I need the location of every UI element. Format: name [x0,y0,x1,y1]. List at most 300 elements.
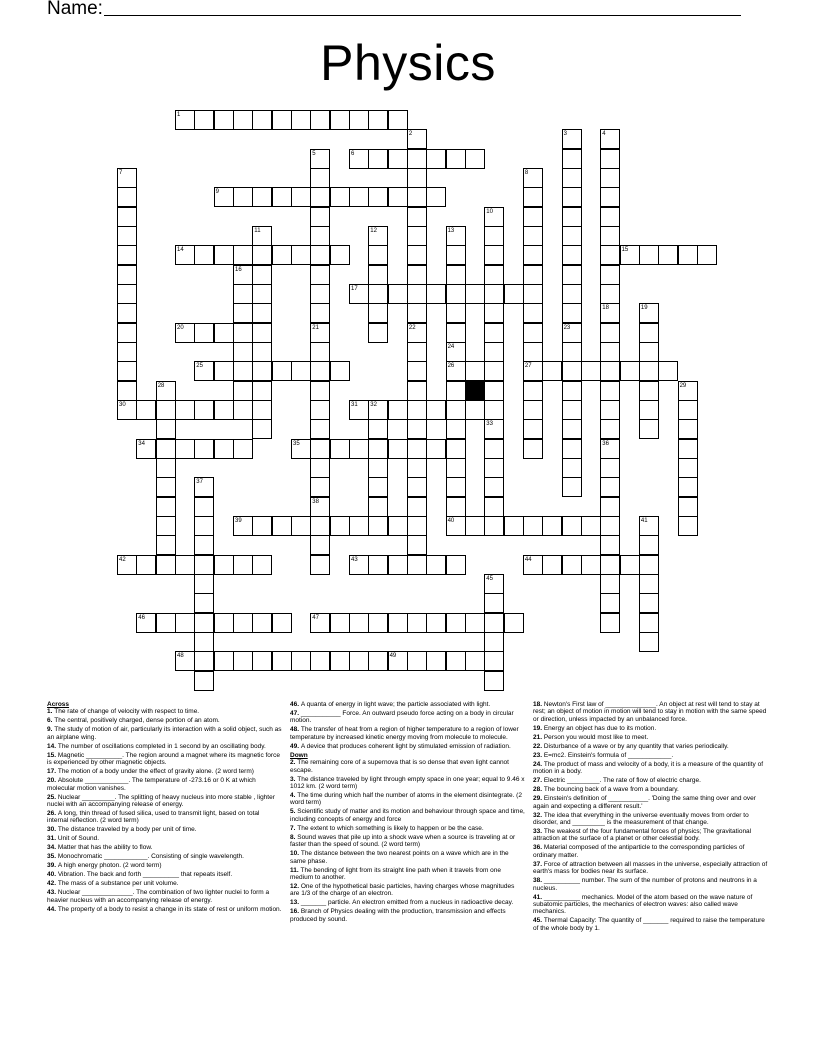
grid-cell[interactable] [194,110,214,130]
grid-cell[interactable] [446,400,466,420]
grid-cell[interactable] [658,361,678,381]
grid-cell[interactable] [407,439,427,459]
grid-cell[interactable] [368,400,388,420]
grid-cell[interactable] [562,187,582,207]
grid-cell[interactable] [484,381,504,401]
grid-cell[interactable] [407,129,427,149]
grid-cell[interactable] [368,477,388,497]
grid-cell[interactable] [272,187,292,207]
grid-cell[interactable] [484,458,504,478]
grid-cell[interactable] [291,651,311,671]
grid-cell[interactable] [484,245,504,265]
grid-cell[interactable] [523,419,543,439]
grid-cell[interactable] [678,497,698,517]
grid-cell[interactable] [562,439,582,459]
grid-cell[interactable] [678,477,698,497]
grid-cell[interactable] [388,110,408,130]
grid-cell[interactable] [484,342,504,362]
grid-cell[interactable] [446,245,466,265]
grid-cell[interactable] [446,555,466,575]
grid-cell[interactable] [446,419,466,439]
grid-cell[interactable] [523,361,543,381]
grid-cell[interactable] [368,651,388,671]
grid-cell[interactable] [368,516,388,536]
grid-cell[interactable] [194,439,214,459]
grid-cell[interactable] [156,477,176,497]
grid-cell[interactable] [194,400,214,420]
grid-cell[interactable] [562,149,582,169]
grid-cell[interactable] [310,303,330,323]
grid-cell[interactable] [562,400,582,420]
grid-cell[interactable] [523,555,543,575]
grid-cell[interactable] [697,245,717,265]
grid-cell[interactable] [117,381,137,401]
grid-cell[interactable] [639,303,659,323]
grid-cell[interactable] [368,226,388,246]
grid-cell[interactable] [446,226,466,246]
grid-cell[interactable] [600,400,620,420]
grid-cell[interactable] [252,110,272,130]
grid-cell[interactable] [600,129,620,149]
grid-cell[interactable] [233,400,253,420]
grid-cell[interactable] [407,535,427,555]
grid-cell[interactable] [156,419,176,439]
grid-cell[interactable] [562,458,582,478]
grid-cell[interactable] [194,574,214,594]
grid-cell[interactable] [272,613,292,633]
grid-cell[interactable] [117,400,137,420]
grid-cell[interactable] [465,651,485,671]
grid-cell[interactable] [330,516,350,536]
grid-cell[interactable] [407,265,427,285]
grid-cell[interactable] [484,361,504,381]
grid-cell[interactable] [136,439,156,459]
grid-cell[interactable] [446,651,466,671]
grid-cell[interactable] [562,265,582,285]
grid-cell[interactable] [446,458,466,478]
grid-cell[interactable] [562,323,582,343]
grid-cell[interactable] [600,419,620,439]
grid-cell[interactable] [523,516,543,536]
grid-cell[interactable] [465,400,485,420]
grid-cell[interactable] [388,187,408,207]
grid-cell[interactable] [272,361,292,381]
grid-cell[interactable] [233,265,253,285]
grid-cell[interactable] [600,593,620,613]
grid-cell[interactable] [542,555,562,575]
grid-cell[interactable] [407,651,427,671]
grid-cell[interactable] [639,419,659,439]
grid-cell[interactable] [194,535,214,555]
grid-cell[interactable] [310,110,330,130]
grid-cell[interactable] [310,226,330,246]
grid-cell[interactable] [388,149,408,169]
grid-cell[interactable] [194,497,214,517]
grid-cell[interactable] [252,323,272,343]
grid-cell[interactable] [214,110,234,130]
grid-cell[interactable] [562,284,582,304]
grid-cell[interactable] [388,555,408,575]
grid-cell[interactable] [484,265,504,285]
grid-cell[interactable] [581,516,601,536]
grid-cell[interactable] [600,381,620,401]
grid-cell[interactable] [291,361,311,381]
grid-cell[interactable] [214,651,234,671]
grid-cell[interactable] [562,555,582,575]
grid-cell[interactable] [407,245,427,265]
grid-cell[interactable] [310,439,330,459]
grid-cell[interactable] [233,651,253,671]
grid-cell[interactable] [484,303,504,323]
grid-cell[interactable] [484,516,504,536]
grid-cell[interactable] [252,555,272,575]
grid-cell[interactable] [175,651,195,671]
grid-cell[interactable] [639,555,659,575]
grid-cell[interactable] [330,110,350,130]
grid-cell[interactable] [310,342,330,362]
grid-cell[interactable] [310,651,330,671]
grid-cell[interactable] [523,303,543,323]
grid-cell[interactable] [368,497,388,517]
grid-cell[interactable] [368,323,388,343]
grid-cell[interactable] [214,361,234,381]
grid-cell[interactable] [252,284,272,304]
grid-cell[interactable] [117,207,137,227]
grid-cell[interactable] [446,342,466,362]
grid-cell[interactable] [117,284,137,304]
grid-cell[interactable] [368,265,388,285]
grid-cell[interactable] [291,187,311,207]
grid-cell[interactable] [426,400,446,420]
grid-cell[interactable] [446,477,466,497]
grid-cell[interactable] [446,497,466,517]
grid-cell[interactable] [368,303,388,323]
grid-cell[interactable] [156,439,176,459]
grid-cell[interactable] [214,439,234,459]
grid-cell[interactable] [562,226,582,246]
grid-cell[interactable] [330,439,350,459]
grid-cell[interactable] [639,632,659,652]
grid-cell[interactable] [310,400,330,420]
grid-cell[interactable] [523,400,543,420]
grid-cell[interactable] [523,168,543,188]
grid-cell[interactable] [349,400,369,420]
grid-cell[interactable] [310,207,330,227]
grid-cell[interactable] [117,245,137,265]
grid-cell[interactable] [272,516,292,536]
grid-cell[interactable] [407,323,427,343]
grid-cell[interactable] [504,284,524,304]
grid-cell[interactable] [310,497,330,517]
grid-cell[interactable] [291,439,311,459]
grid-cell[interactable] [252,245,272,265]
grid-cell[interactable] [310,555,330,575]
grid-cell[interactable] [678,419,698,439]
grid-cell[interactable] [310,381,330,401]
grid-cell[interactable] [620,555,640,575]
grid-cell[interactable] [600,323,620,343]
grid-cell[interactable] [581,555,601,575]
grid-cell[interactable] [523,342,543,362]
grid-cell[interactable] [426,555,446,575]
grid-cell[interactable] [368,149,388,169]
grid-cell[interactable] [233,187,253,207]
grid-cell[interactable] [252,381,272,401]
grid-cell[interactable] [368,439,388,459]
grid-cell[interactable] [465,516,485,536]
grid-cell[interactable] [194,477,214,497]
grid-cell[interactable] [523,439,543,459]
grid-cell[interactable] [233,342,253,362]
grid-cell[interactable] [233,555,253,575]
grid-cell[interactable] [600,226,620,246]
grid-cell[interactable] [639,323,659,343]
grid-cell[interactable] [484,226,504,246]
grid-cell[interactable] [484,477,504,497]
grid-cell[interactable] [175,323,195,343]
grid-cell[interactable] [252,265,272,285]
grid-cell[interactable] [330,187,350,207]
grid-cell[interactable] [446,613,466,633]
grid-cell[interactable] [214,323,234,343]
grid-cell[interactable] [600,149,620,169]
grid-cell[interactable] [600,497,620,517]
grid-cell[interactable] [136,400,156,420]
grid-cell[interactable] [600,168,620,188]
grid-cell[interactable] [484,574,504,594]
grid-cell[interactable] [407,497,427,517]
grid-cell[interactable] [600,574,620,594]
grid-cell[interactable] [562,477,582,497]
grid-cell[interactable] [310,168,330,188]
grid-cell[interactable] [600,458,620,478]
grid-cell[interactable] [233,245,253,265]
grid-cell[interactable] [600,303,620,323]
grid-cell[interactable] [175,439,195,459]
grid-cell[interactable] [484,632,504,652]
grid-cell[interactable] [117,226,137,246]
grid-cell[interactable] [600,207,620,227]
grid-cell[interactable] [233,323,253,343]
grid-cell[interactable] [156,613,176,633]
grid-cell[interactable] [117,555,137,575]
grid-cell[interactable] [484,613,504,633]
grid-cell[interactable] [214,400,234,420]
grid-cell[interactable] [156,458,176,478]
grid-cell[interactable] [175,245,195,265]
grid-cell[interactable] [233,303,253,323]
grid-cell[interactable] [523,226,543,246]
grid-cell[interactable] [252,516,272,536]
grid-cell[interactable] [484,593,504,613]
grid-cell[interactable] [600,516,620,536]
grid-cell[interactable] [310,419,330,439]
grid-cell[interactable] [117,342,137,362]
grid-cell[interactable] [252,400,272,420]
grid-cell[interactable] [117,187,137,207]
grid-cell[interactable] [446,381,466,401]
grid-cell[interactable] [407,400,427,420]
grid-cell[interactable] [252,613,272,633]
grid-cell[interactable] [156,516,176,536]
grid-cell[interactable] [562,419,582,439]
grid-cell[interactable] [542,516,562,536]
grid-cell[interactable] [368,555,388,575]
grid-cell[interactable] [388,651,408,671]
grid-cell[interactable] [252,342,272,362]
grid-cell[interactable] [446,149,466,169]
grid-cell[interactable] [368,284,388,304]
grid-cell[interactable] [407,303,427,323]
grid-cell[interactable] [523,265,543,285]
grid-cell[interactable] [156,381,176,401]
grid-cell[interactable] [600,613,620,633]
grid-cell[interactable] [407,477,427,497]
grid-cell[interactable] [368,187,388,207]
grid-cell[interactable] [272,651,292,671]
grid-cell[interactable] [465,613,485,633]
grid-cell[interactable] [330,361,350,381]
grid-cell[interactable] [233,613,253,633]
grid-cell[interactable] [523,381,543,401]
grid-cell[interactable] [465,284,485,304]
grid-cell[interactable] [310,149,330,169]
grid-cell[interactable] [678,400,698,420]
grid-cell[interactable] [252,303,272,323]
grid-cell[interactable] [407,207,427,227]
grid-cell[interactable] [407,381,427,401]
grid-cell[interactable] [388,516,408,536]
grid-cell[interactable] [678,458,698,478]
grid-cell[interactable] [349,439,369,459]
grid-cell[interactable] [407,419,427,439]
grid-cell[interactable] [407,613,427,633]
grid-cell[interactable] [310,265,330,285]
grid-cell[interactable] [136,613,156,633]
grid-cell[interactable] [349,187,369,207]
grid-cell[interactable] [214,555,234,575]
grid-cell[interactable] [310,516,330,536]
grid-cell[interactable] [639,593,659,613]
grid-cell[interactable] [233,110,253,130]
grid-cell[interactable] [368,419,388,439]
grid-cell[interactable] [446,439,466,459]
grid-cell[interactable] [523,245,543,265]
grid-cell[interactable] [600,361,620,381]
grid-cell[interactable] [272,245,292,265]
grid-cell[interactable] [310,535,330,555]
grid-cell[interactable] [426,149,446,169]
grid-cell[interactable] [639,245,659,265]
grid-cell[interactable] [194,632,214,652]
grid-cell[interactable] [484,323,504,343]
grid-cell[interactable] [407,284,427,304]
grid-cell[interactable] [388,400,408,420]
grid-cell[interactable] [194,613,214,633]
grid-cell[interactable] [407,168,427,188]
grid-cell[interactable] [639,516,659,536]
grid-cell[interactable] [368,245,388,265]
grid-cell[interactable] [678,516,698,536]
grid-cell[interactable] [214,187,234,207]
grid-cell[interactable] [117,265,137,285]
grid-cell[interactable] [291,245,311,265]
grid-cell[interactable] [368,110,388,130]
grid-cell[interactable] [620,361,640,381]
grid-cell[interactable] [368,458,388,478]
grid-cell[interactable] [407,342,427,362]
grid-cell[interactable] [291,110,311,130]
grid-cell[interactable] [446,284,466,304]
grid-cell[interactable] [194,593,214,613]
grid-cell[interactable] [233,284,253,304]
grid-cell[interactable] [620,245,640,265]
grid-cell[interactable] [407,226,427,246]
grid-cell[interactable] [233,439,253,459]
grid-cell[interactable] [175,555,195,575]
grid-cell[interactable] [252,361,272,381]
grid-cell[interactable] [233,361,253,381]
grid-cell[interactable] [349,149,369,169]
grid-cell[interactable] [349,284,369,304]
grid-cell[interactable] [446,303,466,323]
grid-cell[interactable] [310,477,330,497]
grid-cell[interactable] [639,400,659,420]
grid-cell[interactable] [562,342,582,362]
grid-cell[interactable] [407,149,427,169]
grid-cell[interactable] [407,187,427,207]
grid-cell[interactable] [156,535,176,555]
grid-cell[interactable] [388,613,408,633]
grid-cell[interactable] [117,168,137,188]
grid-cell[interactable] [639,613,659,633]
grid-cell[interactable] [523,187,543,207]
grid-cell[interactable] [407,516,427,536]
grid-cell[interactable] [349,516,369,536]
grid-cell[interactable] [194,361,214,381]
grid-cell[interactable] [426,187,446,207]
grid-cell[interactable] [426,284,446,304]
grid-cell[interactable] [407,458,427,478]
grid-cell[interactable] [117,323,137,343]
grid-cell[interactable] [600,477,620,497]
grid-cell[interactable] [523,207,543,227]
grid-cell[interactable] [175,110,195,130]
grid-cell[interactable] [446,361,466,381]
grid-cell[interactable] [175,613,195,633]
grid-cell[interactable] [330,245,350,265]
grid-cell[interactable] [446,265,466,285]
grid-cell[interactable] [156,497,176,517]
grid-cell[interactable] [600,265,620,285]
grid-cell[interactable] [426,439,446,459]
grid-cell[interactable] [272,110,292,130]
grid-cell[interactable] [484,439,504,459]
grid-cell[interactable] [252,226,272,246]
grid-cell[interactable] [639,574,659,594]
grid-cell[interactable] [310,323,330,343]
grid-cell[interactable] [368,613,388,633]
grid-cell[interactable] [484,419,504,439]
grid-cell[interactable] [156,400,176,420]
grid-cell[interactable] [310,284,330,304]
grid-cell[interactable] [523,323,543,343]
grid-cell[interactable] [678,245,698,265]
grid-cell[interactable] [562,303,582,323]
grid-cell[interactable] [117,303,137,323]
grid-cell[interactable] [426,613,446,633]
grid-cell[interactable] [388,284,408,304]
